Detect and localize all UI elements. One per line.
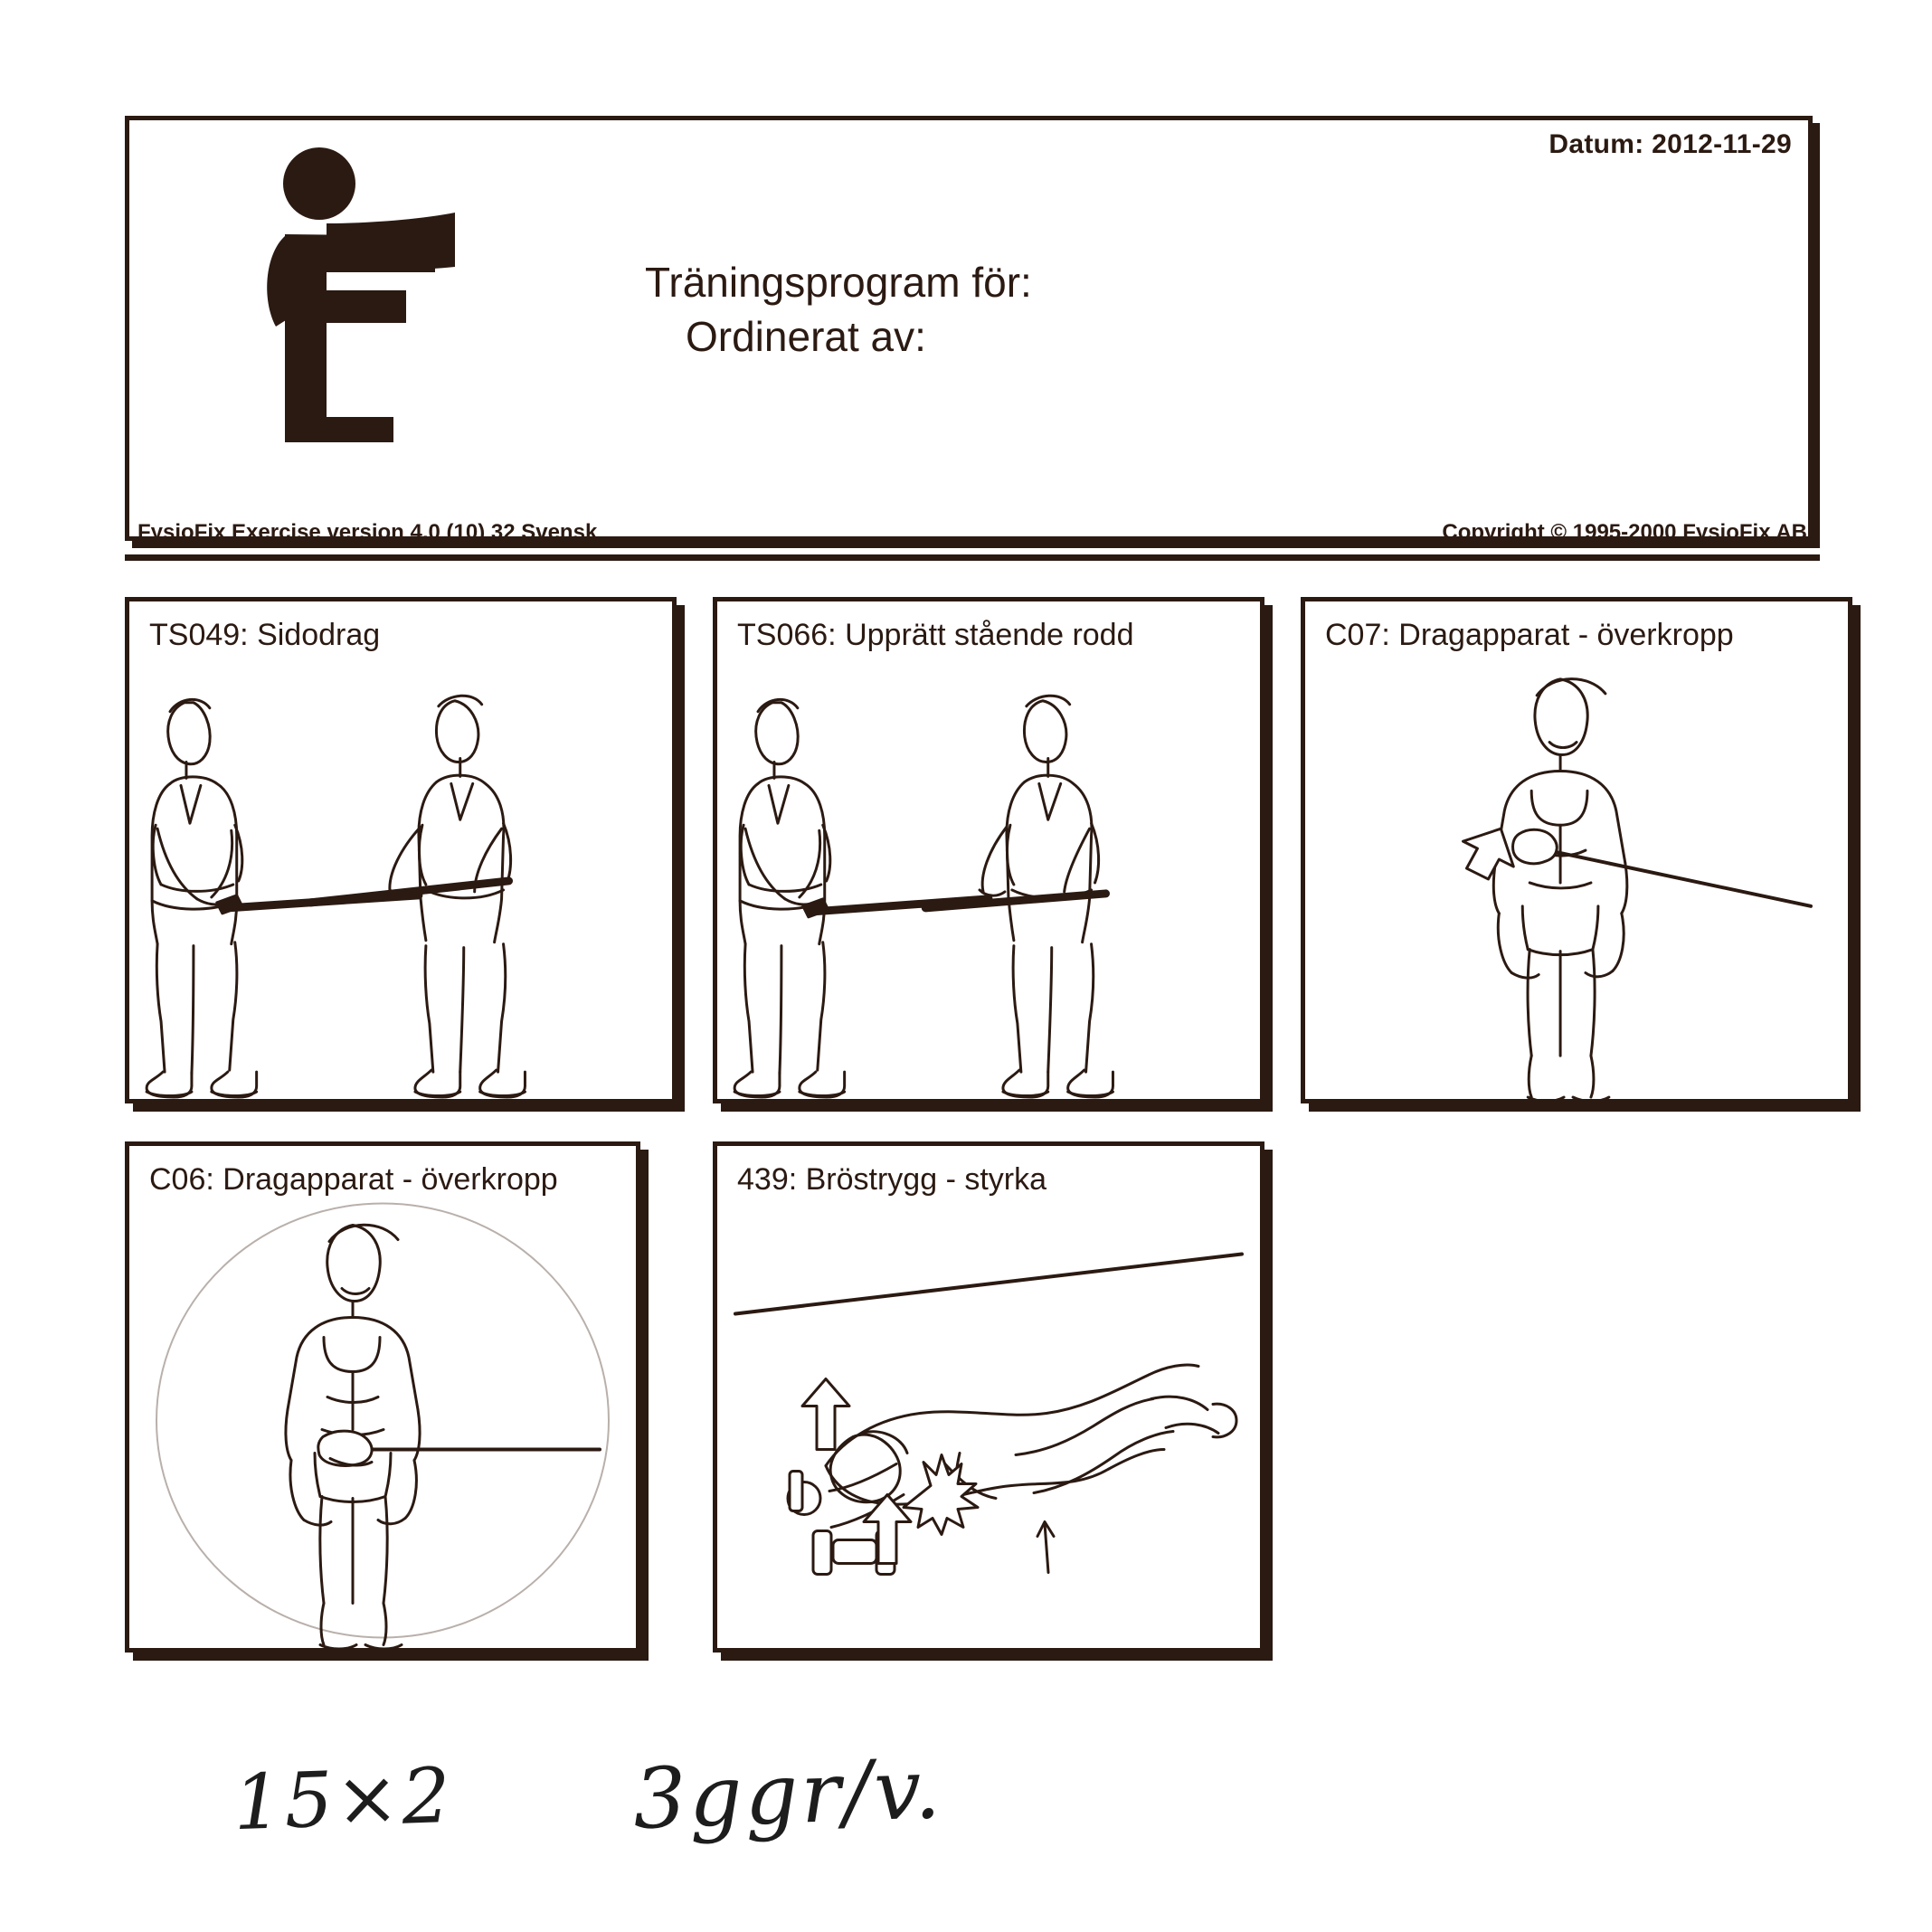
exercise-title: 439: Bröstrygg - styrka <box>737 1162 1047 1197</box>
header-titles <box>509 256 1504 365</box>
date-label: Datum: 2012-11-29 <box>1548 129 1792 159</box>
handwritten-reps: 15×2 <box>232 1750 455 1848</box>
prescribed-by-label: Ordinerat av: <box>686 312 926 360</box>
copyright-label: Copyright © 1995-2000 FysioFix AB <box>1442 520 1807 545</box>
exercise-card-c06 <box>125 1141 640 1653</box>
exercise-title: C06: Dragapparat - överkropp <box>149 1162 558 1197</box>
exercise-card-439 <box>713 1141 1264 1653</box>
two-women-side-pull-with-band-icon <box>129 649 672 1099</box>
exercise-card-ts066 <box>713 597 1264 1103</box>
exercise-card-c07 <box>1301 597 1852 1103</box>
fysiofix-logo-icon <box>229 146 491 444</box>
man-cable-pull-upper-body-arrow-icon <box>1305 649 1848 1099</box>
man-cable-pull-upper-body-icon <box>129 1193 636 1648</box>
prone-person-dumbbells-arrows-icon <box>717 1193 1260 1648</box>
version-label: FysioFix Exercise version 4.0 (10) 32 Svensk <box>137 520 598 545</box>
exercise-title: TS066: Upprätt stående rodd <box>737 618 1134 652</box>
exercise-card-ts049 <box>125 597 677 1103</box>
header-panel <box>125 116 1813 541</box>
handwritten-frequency: 3ggr/v. <box>631 1740 945 1848</box>
header-footer <box>125 520 1820 558</box>
program-for-label: Träningsprogram för: <box>645 259 1032 306</box>
two-women-upright-row-with-band-icon <box>717 649 1260 1099</box>
exercise-title: C07: Dragapparat - överkropp <box>1325 618 1734 652</box>
exercise-title: TS049: Sidodrag <box>149 618 381 652</box>
header-divider <box>125 554 1820 561</box>
